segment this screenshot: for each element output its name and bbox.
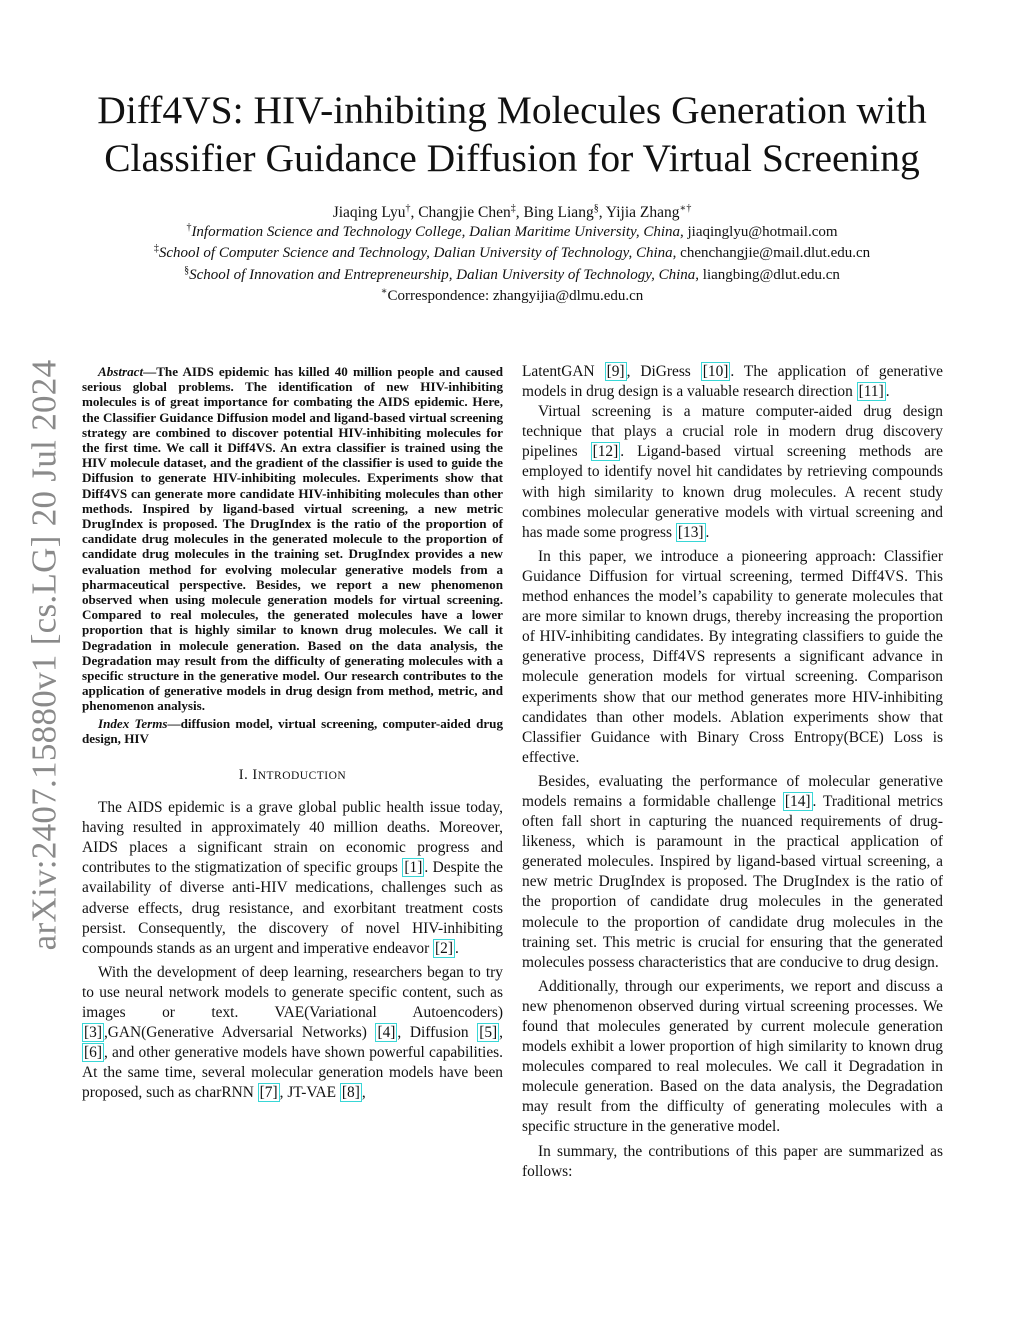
paragraph-text: LatentGAN bbox=[522, 363, 605, 380]
right-column bbox=[522, 362, 943, 1182]
paragraph-text: With the development of deep learning, researchers began to try to use neural network models to generate specific content, such as images or text. VAE(Variational Autoencoders) bbox=[82, 963, 503, 1022]
index-terms-dash: — bbox=[167, 715, 181, 731]
affiliation-list bbox=[60, 222, 964, 307]
citation-link[interactable]: [1] bbox=[404, 859, 423, 877]
author-1: Jiaqing Lyu bbox=[332, 204, 406, 221]
paragraph-text: Besides, evaluating the performance of molecular generative models remains a formidable challenge bbox=[522, 772, 943, 810]
affiliation-3-org: School of Innovation and Entrepreneurship, Dalian University of Technology, China bbox=[189, 266, 696, 283]
author-3-mark: § bbox=[593, 202, 599, 214]
arxiv-stamp bbox=[22, 359, 66, 951]
author-3: Bing Liang bbox=[523, 204, 594, 221]
citation-link[interactable]: [14] bbox=[784, 792, 811, 810]
section-first-letter: I bbox=[252, 767, 258, 784]
author-2: Changjie Chen bbox=[418, 204, 511, 221]
affiliation-1-mark: † bbox=[186, 222, 192, 233]
affiliation-2-mark: ‡ bbox=[153, 243, 159, 255]
paragraph-text: Virtual screening is a mature computer-aided drug design technique that plays a crucial role in modern drug discovery pipelines bbox=[522, 403, 943, 461]
citation-link[interactable]: [10] bbox=[702, 363, 729, 380]
paragraph-evaluation bbox=[522, 772, 943, 973]
paragraph-text: In this paper, we introduce a pioneering approach: Classifier Guidance Diffusion for virtual screening, termed Diff4VS. This method enhances the model’s capability to generate molecules that are more similar to known drugs, thereby increasing the proportion of HIV-inhibiting candidates. By integrating classifiers to guide the generative process, Diff4VS represents a significant advance in molecule generation models for virtual screening. Comparison experiments show that our method generates more HIV-inhibiting candidates than other models. Ablation experiments show that Classifier Guidance with Binary Cross Entropy(BCE) Loss is effective. bbox=[522, 547, 943, 766]
citation-link[interactable]: [7] bbox=[259, 1084, 278, 1102]
section-numeral: I. bbox=[238, 767, 249, 784]
title-line-2: Classifier Guidance Diffusion for Virtual Screening bbox=[104, 136, 920, 180]
index-terms-label: Index Terms bbox=[98, 715, 168, 731]
paragraph-text: . Despite the availability of diverse anti-HIV medications, challenges such as adverse effects, drug resistance, and exorbitant treatment costs persist. Consequently, the discovery of novel HIV-inhibiting compounds stands as an urgent and imperative endeavor bbox=[82, 859, 503, 957]
paragraph-approach bbox=[522, 547, 943, 768]
paragraph-text: Additionally, through our experiments, we report and discuss a new phenomenon observed during virtual screening processes. We found that molecules generated by current molecule generation models exhibit a lower proportion of high similarity to known drug molecules compared to real molecules. We call it Degradation in molecule generation. Based on the data analysis, the Degradation may result from the difficulty of generating molecules with a specific structure in the generative model. bbox=[522, 977, 943, 1136]
paragraph-intro-1 bbox=[82, 798, 503, 959]
citation-link[interactable]: [11] bbox=[858, 383, 884, 401]
paragraph-text: , bbox=[499, 1024, 503, 1042]
correspondence-text: Correspondence: zhangyijia@dlmu.edu.cn bbox=[387, 287, 644, 304]
affiliation-2-org: School of Computer Science and Technology, Dalian University of Technology, China bbox=[158, 245, 673, 262]
paragraph-text: . Traditional metrics often fall short in capturing the nuanced requirements of drug-likeness, which is paramount in the practical application of generated molecules. Inspired by ligand-based virtual screening, a new metric DrugIndex is proposed. The DrugIndex is the ratio of the proportion of candidate drug molecules in the generated molecule to the proportion of candidate drug molecules in the training set. This metric is crucial for ensuring that the generated molecules possess characteristics that are conducive to drug design. bbox=[522, 792, 944, 971]
paragraph-text: . The application of generative models in drug design is a valuable research direction bbox=[522, 363, 943, 401]
index-terms bbox=[82, 716, 503, 746]
author-2-mark: ‡ bbox=[510, 202, 516, 214]
paragraph-text: . bbox=[455, 939, 459, 957]
index-terms-text: diffusion model, virtual screening, computer-aided drug design, HIV bbox=[82, 715, 503, 746]
paragraph-text: . Ligand-based virtual screening methods are employed to identify novel hit candidates by retrieving compounds with high similarity to known drug molecules. A recent study combines molecular generative models with virtual screening and has made some progress bbox=[522, 443, 943, 541]
correspondence bbox=[60, 286, 964, 307]
paragraph-text: , Diffusion bbox=[397, 1024, 478, 1042]
paragraph-virtual-screening bbox=[522, 402, 943, 543]
paper-title bbox=[60, 86, 964, 182]
abstract-label: Abstract bbox=[98, 364, 144, 379]
paragraph-text: , bbox=[361, 1084, 366, 1102]
affiliation-3-mark: § bbox=[184, 264, 190, 276]
paragraph-text: The AIDS epidemic is a grave global public health issue today, having resulted in approximately 40 million deaths. Moreover, AIDS places a significant strain on economic progress and contributes to the stigmatization of specific groups bbox=[82, 799, 503, 877]
paragraph-text: , JT-VAE bbox=[279, 1084, 340, 1102]
author-4: Yijia Zhang bbox=[605, 204, 680, 221]
author-4-mark: ∗† bbox=[679, 202, 692, 214]
citation-link[interactable]: [6] bbox=[84, 1044, 102, 1062]
citation-link[interactable]: [9] bbox=[606, 363, 625, 380]
paragraph-text: In summary, the contributions of this paper are summarized as follows: bbox=[522, 1142, 943, 1180]
paragraph-text: , and other generative models have shown powerful capabilities. At the same time, several molecular generation models have been proposed, such as charRNN bbox=[82, 1044, 503, 1102]
affiliation-3: §School of Innovation and Entrepreneurship, Dalian University of Technology, China, liangbing@dlut.edu.cn bbox=[184, 264, 840, 283]
correspondence-mark: ∗ bbox=[380, 285, 388, 297]
abstract-dash: — bbox=[143, 364, 157, 379]
affiliation-1: †Information Science and Technology College, Dalian Maritime University, China, jiaqinglyu@hotmail.com bbox=[186, 222, 838, 240]
section-title-rest: NTRODUCTION bbox=[257, 770, 347, 783]
arxiv-stamp-text: arXiv:2407.15880v1 [cs.LG] 20 Jul 2024 bbox=[24, 359, 63, 951]
citation-link[interactable]: [2] bbox=[435, 939, 453, 957]
paragraph-text: . bbox=[705, 523, 710, 541]
paragraph-degradation bbox=[522, 977, 943, 1138]
citation-link[interactable]: [3] bbox=[84, 1024, 102, 1042]
abstract-text: The AIDS epidemic has killed 40 million people and caused serious global problems. The identification of new HIV-inhibiting molecules is of great importance for combating the AIDS epidemic. Here, the Classifier Guidance Diffusion model and ligand-based virtual screening strategy are combined to discover potential HIV-inhibiting molecules for the first time. We call it Diff4VS. An extra classifier is trained using the HIV molecule dataset, and the gradient of the classifier is used to guide the Diffusion to generate HIV-inhibiting molecules. Experiments show that Diff4VS can generate more candidate HIV-inhibiting molecules than other methods. Inspired by ligand-based virtual screening, a new metric DrugIndex is proposed. The DrugIndex is the ratio of the proportion of candidate drug molecules in the generated molecule to the proportion of candidate drug molecules in the training set. DrugIndex provides a new evaluation method for evolving molecular generative models from a pharmaceutical perspective. Besides, we report a new phenomenon observed when using molecule generation models for virtual screening. Compared to real molecules, the generated molecules have a lower proportion that is highly similar to known drug molecules. We call it Degradation in molecule generation. Based on the data analysis, the Degradation may result from the difficulty of generating molecules with a specific structure in the generative model. Our research contributes to the application of generative models in drug design from method, metric, and phenomenon analysis. bbox=[82, 364, 503, 714]
citation-link[interactable]: [8] bbox=[341, 1084, 360, 1102]
citation-link[interactable]: [12] bbox=[592, 443, 619, 461]
affiliation-1-email: jiaqinglyu@hotmail.com bbox=[687, 224, 838, 240]
paragraph-intro-2 bbox=[82, 963, 503, 1104]
title-line-1: Diff4VS: HIV-inhibiting Molecules Generation with bbox=[97, 88, 927, 132]
author-1-mark: † bbox=[405, 202, 411, 214]
author-list: Jiaqing Lyu†, Changjie Chen‡, Bing Liang§, Yijia Zhang∗† bbox=[332, 202, 692, 221]
affiliation-2-email: chenchangjie@mail.dlut.edu.cn bbox=[680, 245, 871, 262]
paragraph-text: , DiGress bbox=[626, 363, 701, 380]
paragraph-summary bbox=[522, 1142, 943, 1182]
section-heading-introduction bbox=[82, 767, 503, 784]
citation-link[interactable]: [13] bbox=[677, 523, 704, 541]
left-column bbox=[82, 364, 503, 1103]
paragraph-text: ,GAN(Generative Adversarial Networks) bbox=[103, 1024, 376, 1042]
affiliation-3-email: liangbing@dlut.edu.cn bbox=[702, 266, 840, 283]
paragraph-text: . bbox=[885, 383, 890, 401]
affiliation-1-org: Information Science and Technology College, Dalian Maritime University, China bbox=[191, 224, 680, 240]
abstract bbox=[82, 364, 503, 714]
citation-link[interactable]: [4] bbox=[377, 1024, 396, 1042]
paragraph-intro-2-continued bbox=[522, 362, 943, 402]
citation-link[interactable]: [5] bbox=[479, 1024, 498, 1042]
affiliation-2: ‡School of Computer Science and Technology, Dalian University of Technology, China, chenchangjie@mail.dlut.edu.cn bbox=[153, 243, 871, 262]
